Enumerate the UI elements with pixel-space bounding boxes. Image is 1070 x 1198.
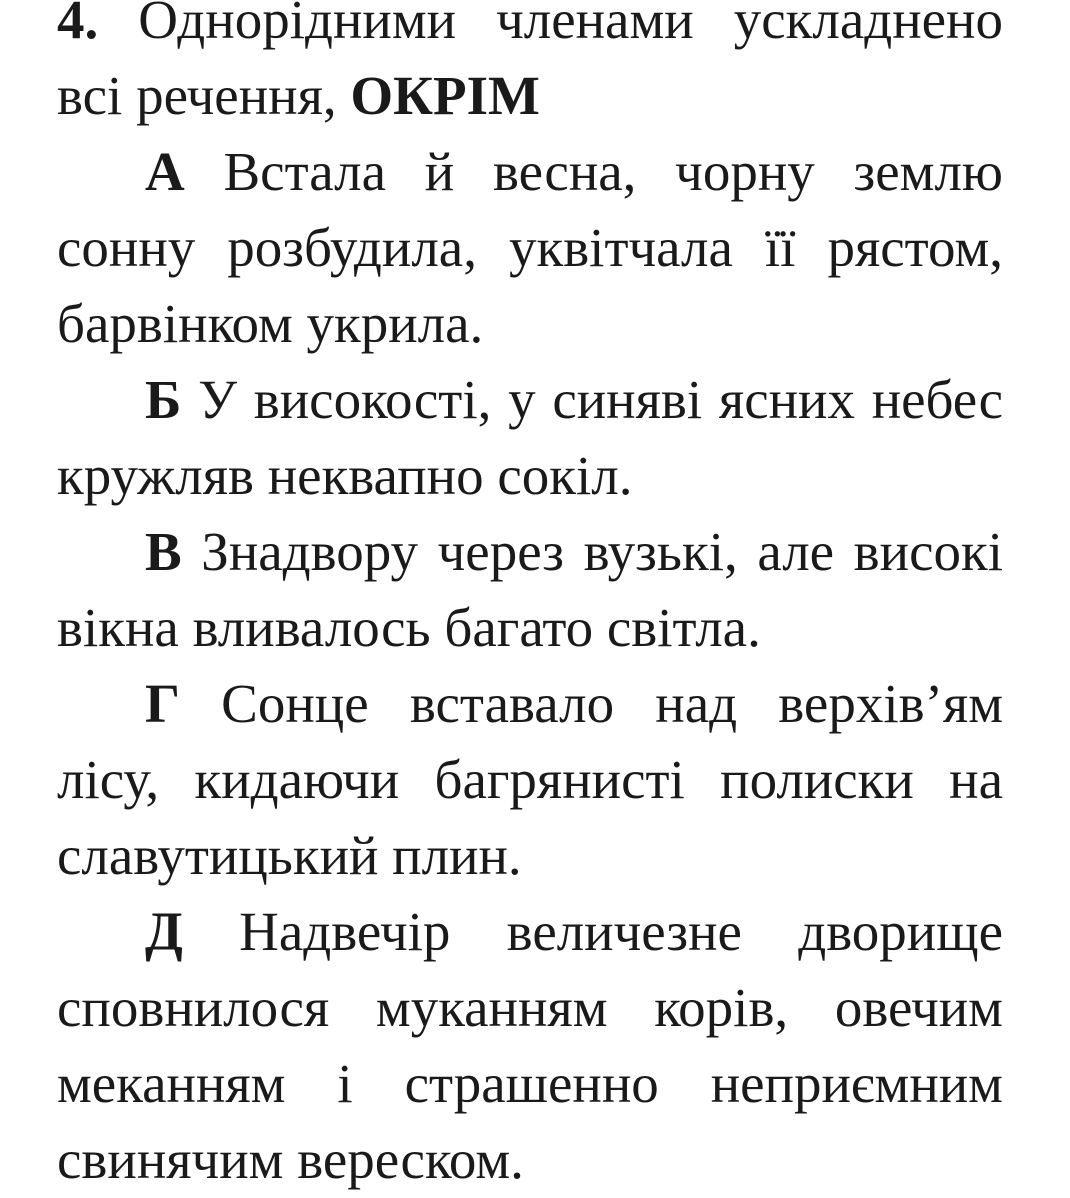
option-text: У високості, у синяві ясних небес кружляв неквапно сокіл. — [57, 369, 1003, 506]
answer-option-h — [57, 666, 1003, 894]
question-emphasis: ОКРІМ — [350, 65, 540, 126]
option-text: Встала й весна, чорну землю сонну розбудила, уквітчала її рястом, барвінком укрила. — [57, 141, 1003, 354]
option-text: Знадвору через вузькі, але високі вікна вливалось багато світла. — [57, 521, 1003, 658]
answer-option-d — [57, 894, 1003, 1198]
question-number: 4. — [57, 0, 99, 50]
answer-option-b — [57, 362, 1003, 514]
option-text: Надвечір величезне дворище сповнилося муканням корів, овечим меканням і страшенно неприємним свинячим вереском. — [57, 901, 1003, 1190]
option-letter: Г — [145, 673, 180, 734]
answer-option-a — [57, 134, 1003, 362]
option-letter: Б — [145, 369, 182, 430]
answer-option-v — [57, 514, 1003, 666]
question-text: Однорідними членами ускладнено всі речення, — [57, 0, 1003, 126]
option-letter: Д — [145, 901, 183, 962]
question-stem — [57, 0, 1003, 134]
option-letter: В — [145, 521, 182, 582]
option-letter: А — [145, 141, 185, 202]
question-block — [57, 0, 1003, 1198]
option-text: Сонце вставало над верхів’ям лісу, кидаючи багрянисті полиски на славутицький плин. — [57, 673, 1003, 886]
